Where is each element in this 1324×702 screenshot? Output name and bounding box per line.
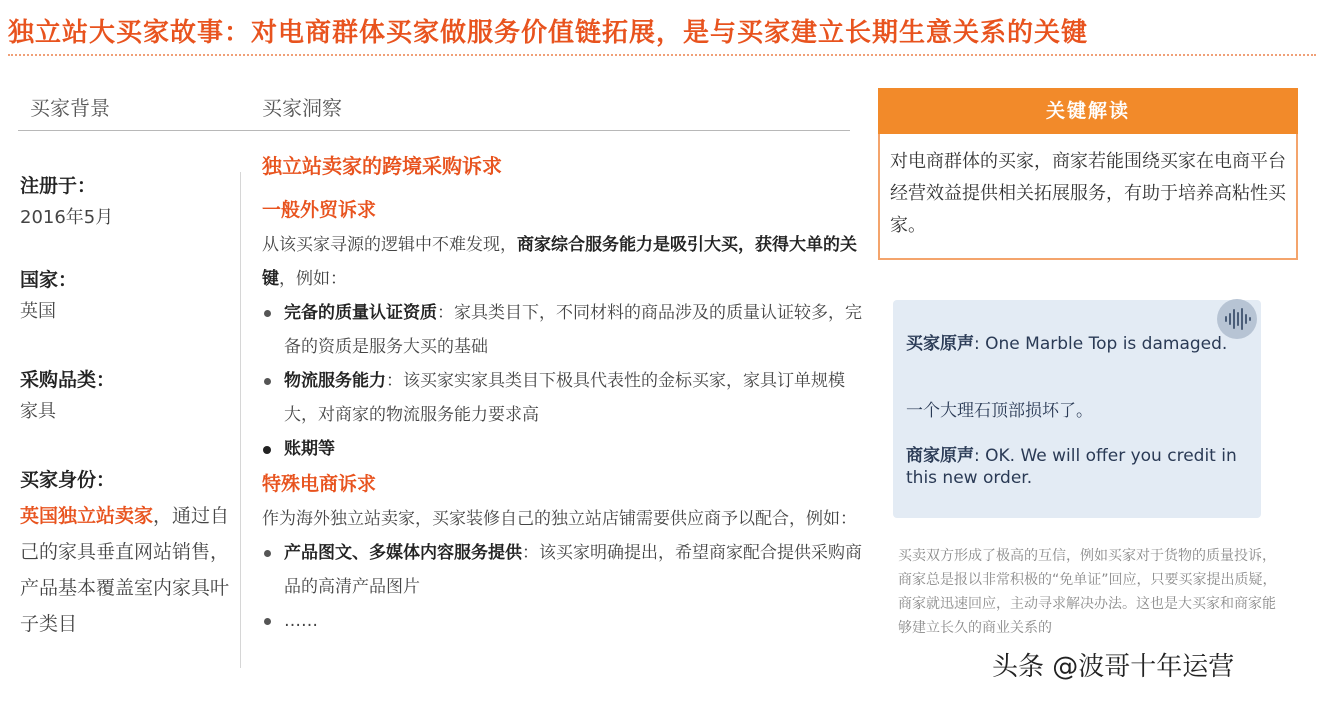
buyer-quote-translation: 一个大理石顶部损坏了。 <box>906 401 1093 421</box>
buyer-quote-text: : One Marble Top is damaged. <box>974 334 1228 354</box>
buyer-quote-label: 买家原声 <box>906 334 974 354</box>
registered-value: 2016年5月 <box>20 207 114 228</box>
identity-block <box>20 462 230 642</box>
seller-quote <box>906 445 1256 489</box>
seller-quote-text: : OK. We will offer you credit in this new order. <box>906 446 1237 488</box>
country-label: 国家： <box>20 269 78 291</box>
bullet-bold: 完备的质量认证资质 <box>284 303 437 323</box>
bullet-bold: 账期等 <box>284 439 335 459</box>
bullet-item <box>262 536 862 604</box>
column-divider <box>240 172 241 668</box>
country-value: 英国 <box>20 301 56 322</box>
column-header-insight: 买家洞察 <box>262 96 342 120</box>
general-intro-bold: 商家综合服务能力是吸引大买，获得大单的关键 <box>262 235 857 289</box>
title-divider <box>8 54 1316 56</box>
special-heading: 特殊电商诉求 <box>262 473 377 495</box>
bullet-item <box>262 364 862 432</box>
key-insight-title: 关键解读 <box>878 88 1298 134</box>
insight-heading: 独立站卖家的跨境采购诉求 <box>262 154 502 178</box>
identity-label: 买家身份： <box>20 469 116 491</box>
category-block <box>20 364 230 428</box>
general-heading: 一般外贸诉求 <box>262 199 377 221</box>
identity-highlight: 英国独立站卖家 <box>20 505 154 527</box>
footnote: 买卖双方形成了极高的互信，例如买家对于货物的质量投诉，商家总是报以非常积极的“免单证”回应，只要买家提出质疑，商家就迅速回应，主动寻求解决办法。这也是大买家和商家能够建立长久的商业关系的 <box>898 548 1277 636</box>
bullet-bold: 产品图文、多媒体内容服务提供 <box>284 543 522 563</box>
watermark: 头条 @波哥十年运营 <box>992 652 1235 682</box>
buyer-quote <box>906 333 1256 355</box>
page-title: 独立站大买家故事：对电商群体买家做服务价值链拓展，是与买家建立长期生意关系的关键 <box>8 18 1089 48</box>
bullet-item <box>262 296 862 364</box>
identity-value <box>20 498 230 642</box>
special-intro: 作为海外独立站卖家，买家装修自己的独立站店铺需要供应商予以配合，例如： <box>262 509 857 529</box>
identity-description: ，通过自己的家具垂直网站销售，产品基本覆盖室内家具叶子类目 <box>20 505 230 635</box>
registered-label: 注册于： <box>20 175 97 197</box>
bullet-item <box>262 604 862 638</box>
general-intro <box>262 228 862 296</box>
general-intro-suffix: ，例如： <box>279 269 347 289</box>
category-value: 家具 <box>20 401 56 422</box>
column-header-background: 买家背景 <box>30 96 110 120</box>
bullet-bold: 物流服务能力 <box>284 371 386 391</box>
bullet-item <box>262 432 862 466</box>
country-block <box>20 264 230 328</box>
general-intro-text: 从该买家寻源的逻辑中不难发现， <box>262 235 517 255</box>
registered-block <box>20 170 230 234</box>
bullet-text: …… <box>284 611 318 631</box>
category-label: 采购品类： <box>20 369 116 391</box>
bullet-text: ：家具类目下，不同材料的商品涉及的质量认证较多，完备的资质是服务大买的基础 <box>284 303 862 357</box>
insight-section <box>262 148 862 638</box>
key-insight-body: 对电商群体的买家，商家若能围绕买家在电商平台经营效益提供相关拓展服务，有助于培养高粘性买家。 <box>890 151 1286 236</box>
header-rule <box>18 130 850 131</box>
bullet-text: ：该买家明确提出，希望商家配合提供采购商品的高清产品图片 <box>284 543 862 597</box>
seller-quote-label: 商家原声 <box>906 446 974 466</box>
bullet-text: ：该买家实家具类目下极具代表性的金标买家，家具订单规模大，对商家的物流服务能力要求高 <box>284 371 845 425</box>
